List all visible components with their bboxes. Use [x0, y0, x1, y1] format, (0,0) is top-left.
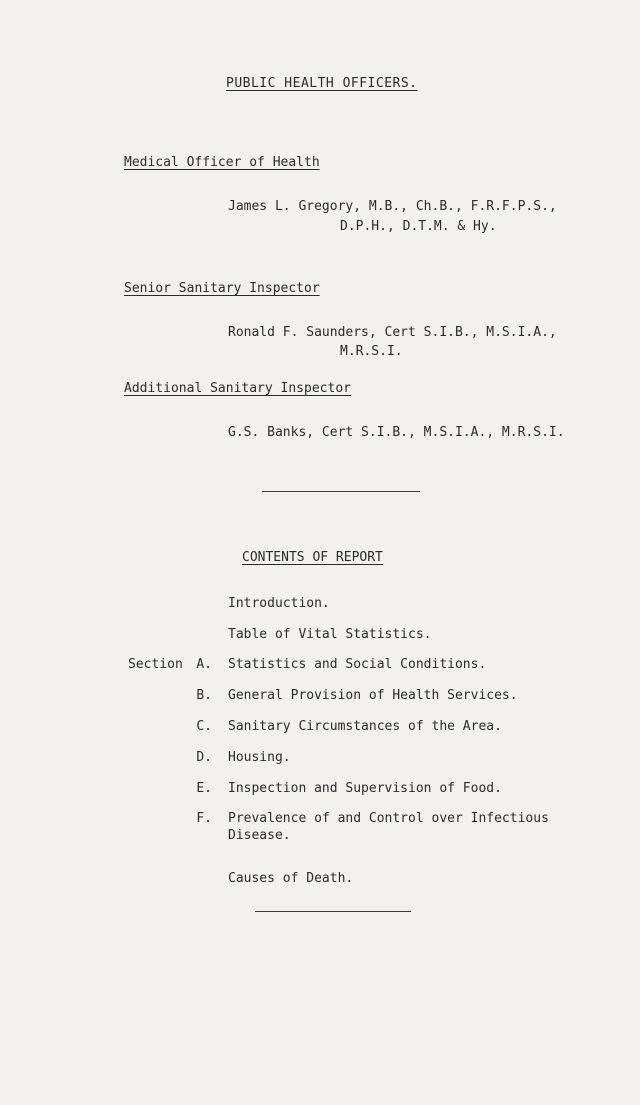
contents-item-introduction: Introduction. [228, 596, 330, 611]
officer-name-senior-inspector: Ronald F. Saunders, Cert S.I.B., M.S.I.A., [228, 325, 557, 340]
contents-item-section-a: Statistics and Social Conditions. [228, 657, 487, 672]
officer-name-medical: James L. Gregory, M.B., Ch.B., F.R.F.P.S., [228, 199, 557, 214]
officer-qualifications-senior-inspector: M.R.S.I. [340, 344, 403, 359]
officer-role-additional-inspector: Additional Sanitary Inspector [124, 381, 351, 396]
contents-item-section-b: General Provision of Health Services. [228, 688, 518, 703]
officer-qualifications-medical: D.P.H., D.T.M. & Hy. [340, 219, 497, 234]
officer-name-additional-inspector: G.S. Banks, Cert S.I.B., M.S.I.A., M.R.S.I. [228, 425, 565, 440]
contents-item-vital-statistics: Table of Vital Statistics. [228, 627, 432, 642]
contents-item-section-f-continued: Disease. [228, 828, 291, 843]
contents-title: CONTENTS OF REPORT [242, 550, 383, 565]
contents-item-section-c: Sanitary Circumstances of the Area. [228, 719, 502, 734]
officer-role-medical: Medical Officer of Health [124, 155, 320, 170]
section-letter-b: B. [196, 688, 212, 703]
section-letter-e: E. [196, 781, 212, 796]
page-title: PUBLIC HEALTH OFFICERS. [226, 76, 418, 91]
section-letter-a: A. [196, 657, 212, 672]
officer-role-senior-inspector: Senior Sanitary Inspector [124, 281, 320, 296]
section-letter-c: C. [196, 719, 212, 734]
divider-top [262, 491, 420, 492]
contents-item-section-d: Housing. [228, 750, 291, 765]
contents-item-causes-of-death: Causes of Death. [228, 871, 354, 886]
contents-item-section-e: Inspection and Supervision of Food. [228, 781, 502, 796]
section-label: Section [128, 657, 183, 672]
contents-item-section-f: Prevalence of and Control over Infectious [228, 811, 549, 826]
section-letter-d: D. [196, 750, 212, 765]
section-letter-f: F. [196, 811, 212, 826]
divider-bottom [255, 911, 411, 912]
